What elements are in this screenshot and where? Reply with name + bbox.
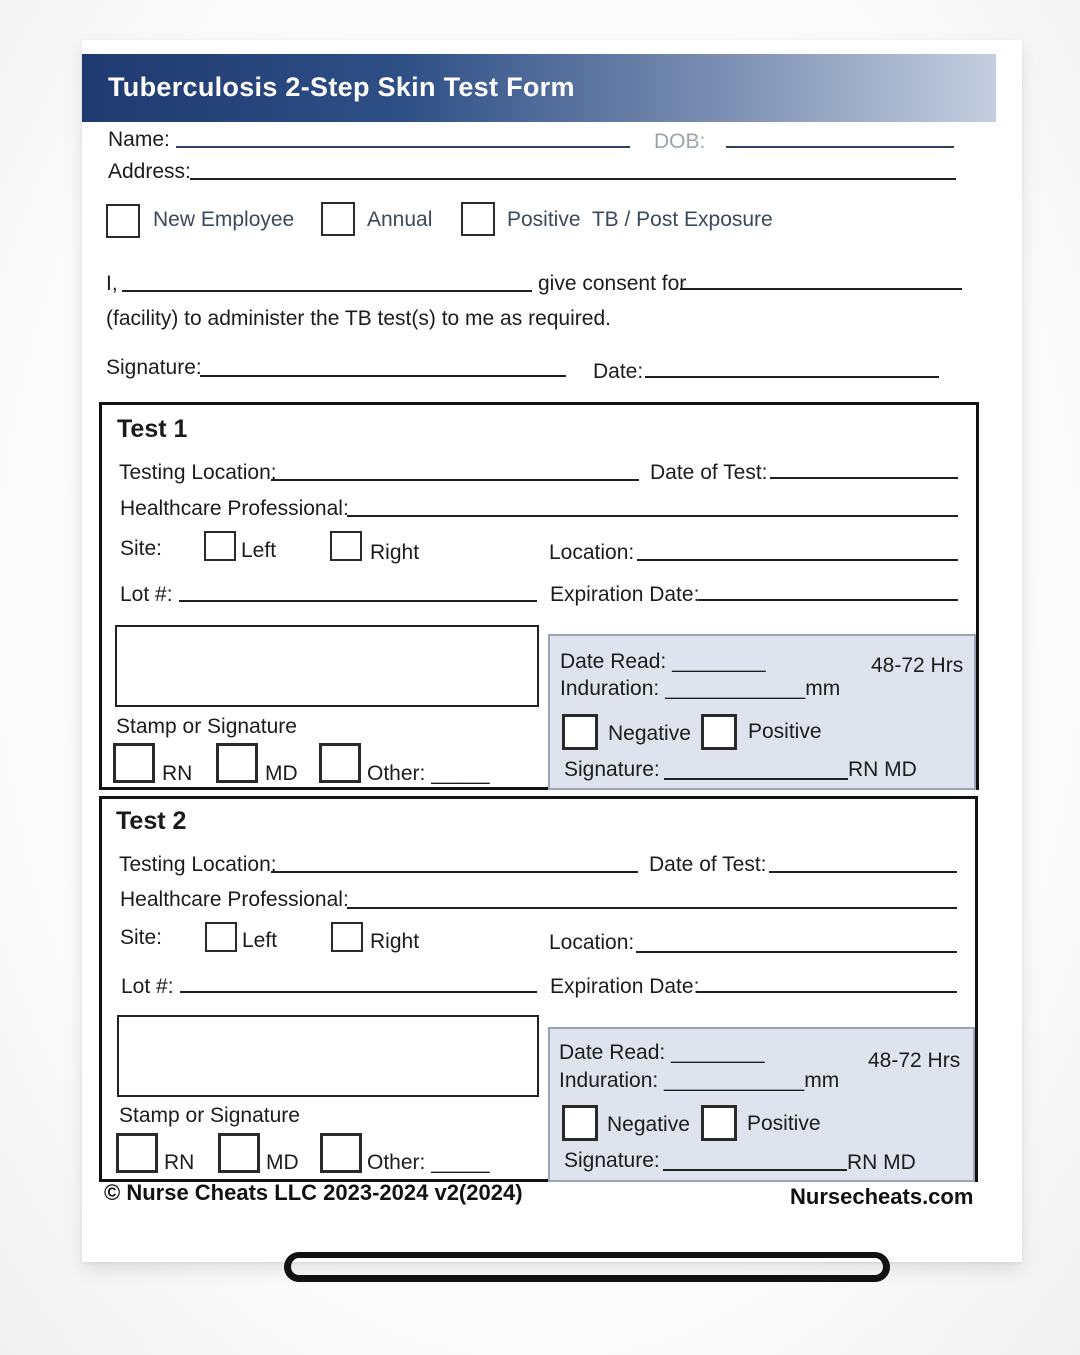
consent-give-label: give consent for: [538, 272, 687, 295]
test-1-rn-label: RN: [162, 762, 193, 785]
test-1-induration-label: Induration: ____________mm: [560, 677, 841, 700]
annual-checkbox[interactable]: [321, 202, 355, 236]
positive-tb-checkbox[interactable]: [461, 202, 495, 236]
test-2-reading-panel: [548, 1027, 975, 1182]
test-1-date-of-test-label: Date of Test:: [650, 461, 768, 484]
new-employee-checkbox[interactable]: [106, 204, 140, 238]
consent-facility-field[interactable]: [680, 288, 962, 290]
test-2-section: [99, 796, 978, 1182]
consent-date-field[interactable]: [645, 376, 939, 378]
address-field[interactable]: [190, 178, 956, 180]
test-1-negative-label: Negative: [608, 722, 691, 745]
test-2-md-label: MD: [266, 1151, 299, 1174]
test-2-date-read-label: Date Read: ________: [559, 1041, 765, 1064]
test-2-negative-label: Negative: [607, 1113, 690, 1136]
test-1-date-read-label: Date Read: ________: [560, 650, 766, 673]
test-1-date-of-test-field[interactable]: [770, 477, 958, 479]
test-2-site-label: Site:: [120, 926, 163, 949]
test-1-positive-label: Positive: [748, 720, 822, 743]
test-2-rn-md-label: RN MD: [847, 1151, 916, 1174]
test-1-lot-label: Lot #:: [120, 583, 173, 606]
consent-name-field[interactable]: [122, 290, 532, 292]
test-1-location-field[interactable]: [637, 559, 958, 561]
test-2-healthcare-professional-field[interactable]: [347, 907, 957, 909]
test-1-stamp-label: Stamp or Signature: [116, 715, 297, 738]
positive-tb-label: Positive TB / Post Exposure: [507, 208, 773, 231]
test-2-lot-field[interactable]: [180, 991, 537, 993]
test-2-expiration-field[interactable]: [697, 991, 957, 993]
test-2-positive-label: Positive: [747, 1112, 821, 1135]
test-1-positive-checkbox[interactable]: [701, 714, 737, 750]
name-label: Name:: [108, 128, 170, 151]
test-2-stamp-label: Stamp or Signature: [119, 1104, 300, 1127]
test-2-other-label: Other: _____: [367, 1151, 490, 1174]
test-1-healthcare-professional-field[interactable]: [347, 515, 958, 517]
test-2-md-checkbox[interactable]: [218, 1133, 260, 1173]
test-2-location-label: Location:: [549, 931, 635, 954]
form-title-bar: [82, 54, 996, 122]
test-1-read-signature-label: Signature:: [564, 758, 660, 781]
name-field[interactable]: [176, 146, 630, 148]
test-1-site-left-label: Left: [241, 539, 277, 562]
test-2-site-right-label: Right: [370, 930, 420, 953]
test-2-read-signature-field[interactable]: [663, 1169, 847, 1171]
test-2-stamp-box[interactable]: [117, 1015, 539, 1097]
test-1-stamp-box[interactable]: [115, 625, 539, 707]
test-1-location-label: Location:: [549, 541, 635, 564]
test-1-rn-md-label: RN MD: [848, 758, 917, 781]
test-2-date-of-test-label: Date of Test:: [649, 853, 767, 876]
test-2-other-checkbox[interactable]: [320, 1133, 362, 1173]
test-2-testing-location-label: Testing Location:: [119, 853, 277, 876]
consent-signature-label: Signature:: [106, 356, 202, 379]
test-2-location-field[interactable]: [636, 951, 957, 953]
test-2-site-right-checkbox[interactable]: [331, 922, 363, 952]
test-2-healthcare-professional-label: Healthcare Professional:: [120, 888, 349, 911]
consent-i-label: I,: [106, 272, 118, 295]
dob-label: DOB:: [654, 130, 706, 153]
test-1-read-signature-field[interactable]: [664, 778, 848, 780]
test-1-expiration-field[interactable]: [698, 599, 958, 601]
test-2-negative-checkbox[interactable]: [562, 1105, 598, 1141]
test-1-reading-panel: [548, 634, 976, 790]
test-2-testing-location-field[interactable]: [271, 871, 638, 873]
test-1-site-right-label: Right: [370, 541, 420, 564]
consent-text: (facility) to administer the TB test(s) to me as required.: [106, 307, 611, 330]
test-2-rn-checkbox[interactable]: [116, 1133, 158, 1173]
new-employee-label: New Employee: [153, 208, 295, 231]
test-2-site-left-checkbox[interactable]: [205, 922, 237, 952]
test-1-testing-location-field[interactable]: [271, 479, 639, 481]
test-1-title: Test 1: [117, 415, 188, 443]
test-1-testing-location-label: Testing Location:: [119, 461, 277, 484]
display-stand: [284, 1252, 890, 1282]
dob-field[interactable]: [726, 146, 954, 148]
test-1-md-label: MD: [265, 762, 298, 785]
form-sheet: [82, 40, 1022, 1262]
test-1-site-right-checkbox[interactable]: [330, 531, 362, 561]
test-1-md-checkbox[interactable]: [216, 743, 258, 783]
test-1-other-checkbox[interactable]: [319, 743, 361, 783]
test-1-site-label: Site:: [120, 537, 163, 560]
test-2-read-signature-label: Signature:: [564, 1149, 660, 1172]
consent-date-label: Date:: [593, 360, 644, 383]
consent-signature-field[interactable]: [200, 375, 566, 377]
test-2-induration-label: Induration: ____________mm: [559, 1069, 840, 1092]
address-label: Address:: [108, 160, 191, 183]
test-2-rn-label: RN: [164, 1151, 195, 1174]
footer-copyright: © Nurse Cheats LLC 2023-2024 v2(2024): [104, 1180, 523, 1205]
test-2-title: Test 2: [116, 807, 187, 835]
test-2-date-of-test-field[interactable]: [769, 871, 957, 873]
footer-website: Nursecheats.com: [790, 1184, 974, 1209]
test-2-positive-checkbox[interactable]: [701, 1105, 737, 1141]
test-2-hours-label: 48-72 Hrs: [868, 1049, 961, 1072]
form-title: Tuberculosis 2-Step Skin Test Form: [108, 72, 575, 102]
test-2-site-left-label: Left: [242, 929, 278, 952]
annual-label: Annual: [367, 208, 433, 231]
test-1-lot-field[interactable]: [179, 600, 537, 602]
test-1-other-label: Other: _____: [367, 762, 490, 785]
test-1-hours-label: 48-72 Hrs: [871, 654, 964, 677]
test-1-negative-checkbox[interactable]: [562, 714, 598, 750]
test-1-site-left-checkbox[interactable]: [204, 531, 236, 561]
test-2-expiration-label: Expiration Date:: [550, 975, 700, 998]
test-1-section: [99, 402, 979, 790]
test-1-rn-checkbox[interactable]: [113, 743, 155, 783]
test-1-healthcare-professional-label: Healthcare Professional:: [120, 497, 349, 520]
test-2-lot-label: Lot #:: [121, 975, 174, 998]
test-1-expiration-label: Expiration Date:: [550, 583, 700, 606]
